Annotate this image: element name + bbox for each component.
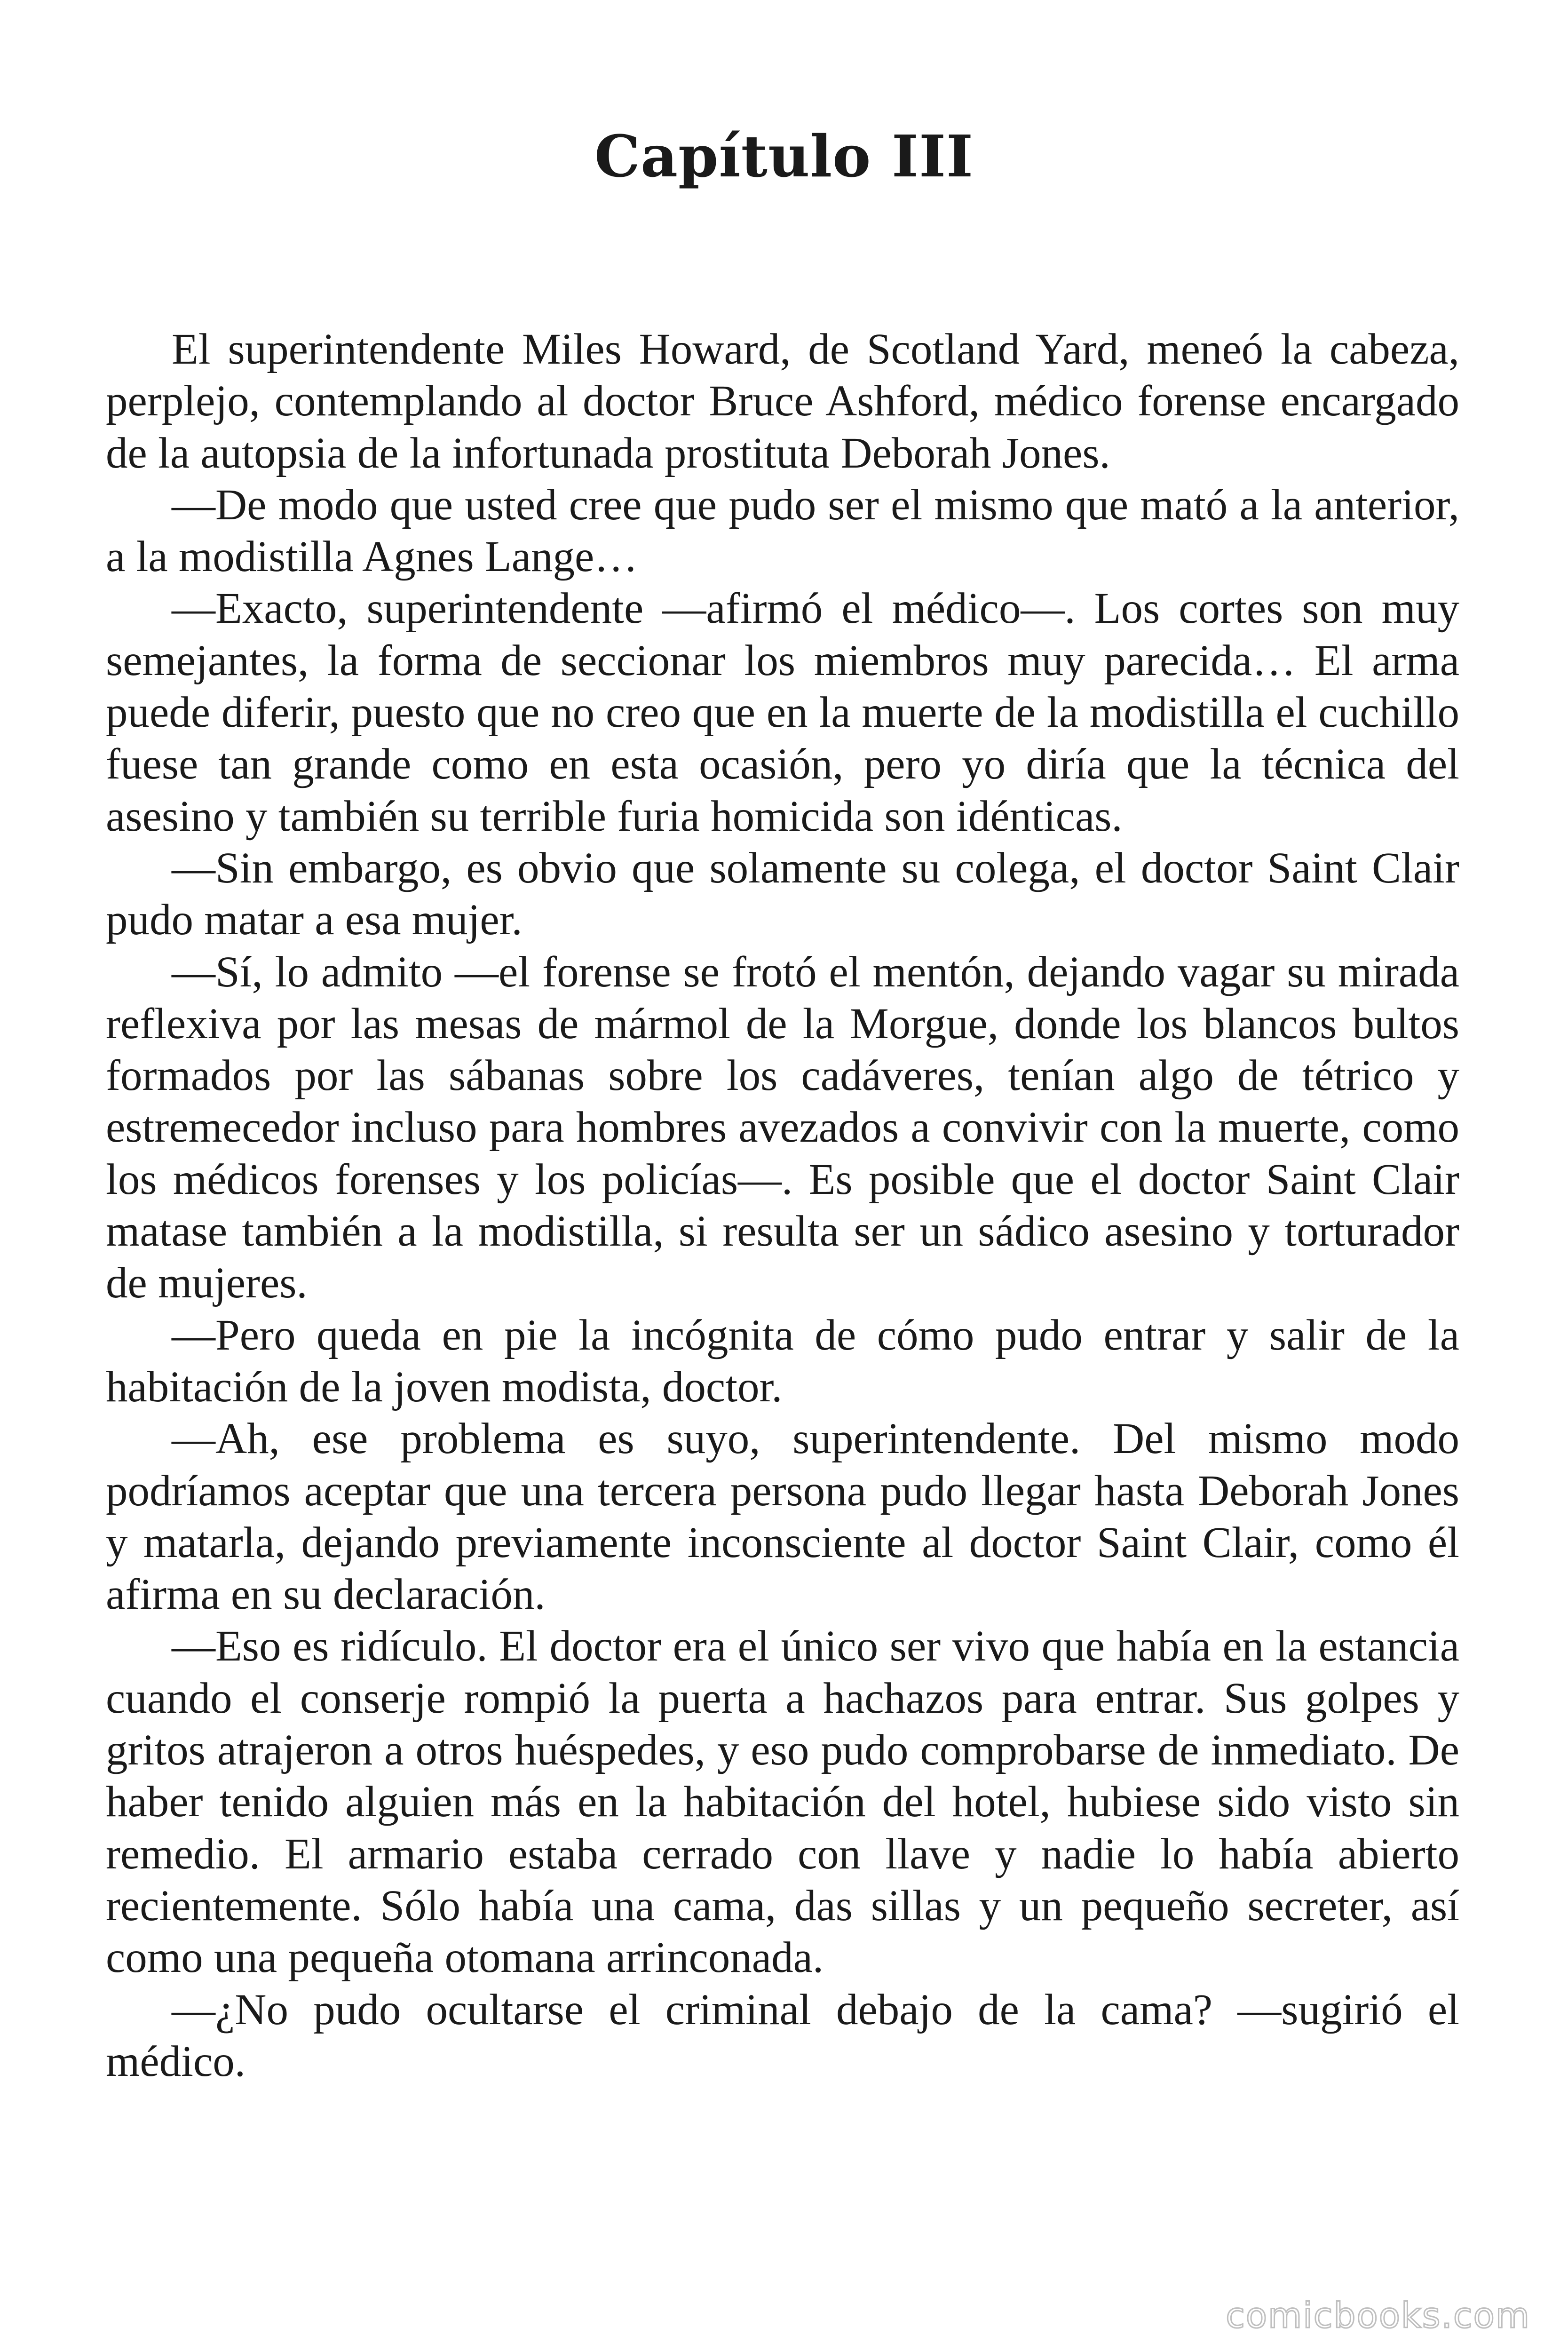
chapter-title: Capítulo III — [594, 122, 974, 190]
paragraph: —Eso es ridículo. El doctor era el único ser vivo que había en la estancia cuando el conserje rompió la puerta a hachazos para entrar. Sus golpes y gritos atrajeron a otros huéspedes, y eso pudo comprobarse de inmediato. De haber tenido alguien más en la habitación del hotel, hubiese sido visto sin remedio. El armario estaba cerrado con llave y nadie lo había abierto recientemente. Sólo había una cama, das sillas y un pequeño secreter, así como una pequeña otomana arrinconada. — [106, 1622, 1459, 1982]
paragraph: —¿No pudo ocultarse el criminal debajo de la cama? —sugirió el médico. — [106, 1985, 1459, 2086]
paragraph: —Sin embargo, es obvio que solamente su colega, el doctor Saint Clair pudo matar a esa mujer. — [106, 843, 1459, 945]
paragraph: El superintendente Miles Howard, de Scotland Yard, meneó la cabeza, perplejo, contemplando al doctor Bruce Ashford, médico forense encargado de la autopsia de la infortunada prostituta Deborah Jones. — [106, 325, 1459, 477]
paragraph: —Pero queda en pie la incógnita de cómo pudo entrar y salir de la habitación de la joven modista, doctor. — [106, 1311, 1459, 1411]
paragraph: —Ah, ese problema es suyo, superintendente. Del mismo modo podríamos aceptar que una tercera persona pudo llegar hasta Deborah Jones y matarla, dejando previamente inconsciente al doctor Saint Clair, como él afirma en su declaración. — [106, 1414, 1459, 1619]
paragraph: —Sí, lo admito —el forense se frotó el mentón, dejando vagar su mirada reflexiva por las mesas de mármol de la Morgue, donde los blancos bultos formados por las sábanas sobre los cadáveres, tenían algo de tétrico y estremecedor incluso para hombres avezados a convivir con la muerte, como los médicos forenses y los policías—. Es posible que el doctor Saint Clair matase también a la modistilla, si resulta ser un sádico asesino y torturador de mujeres. — [106, 947, 1459, 1308]
chapter-body — [106, 324, 1459, 2088]
paragraph: —De modo que usted cree que pudo ser el mismo que mató a la anterior, a la modistilla Agnes Lange… — [106, 480, 1459, 581]
paragraph: —Exacto, superintendente —afirmó el médico—. Los cortes son muy semejantes, la forma de seccionar los miembros muy parecida… El arma puede diferir, puesto que no creo que en la muerte de la modistilla el cuchillo fuese tan grande como en esta ocasión, pero yo diría que la técnica del asesino y también su terrible furia homicida son idénticas. — [106, 584, 1459, 841]
watermark: comicbooks.com — [1226, 2296, 1530, 2336]
